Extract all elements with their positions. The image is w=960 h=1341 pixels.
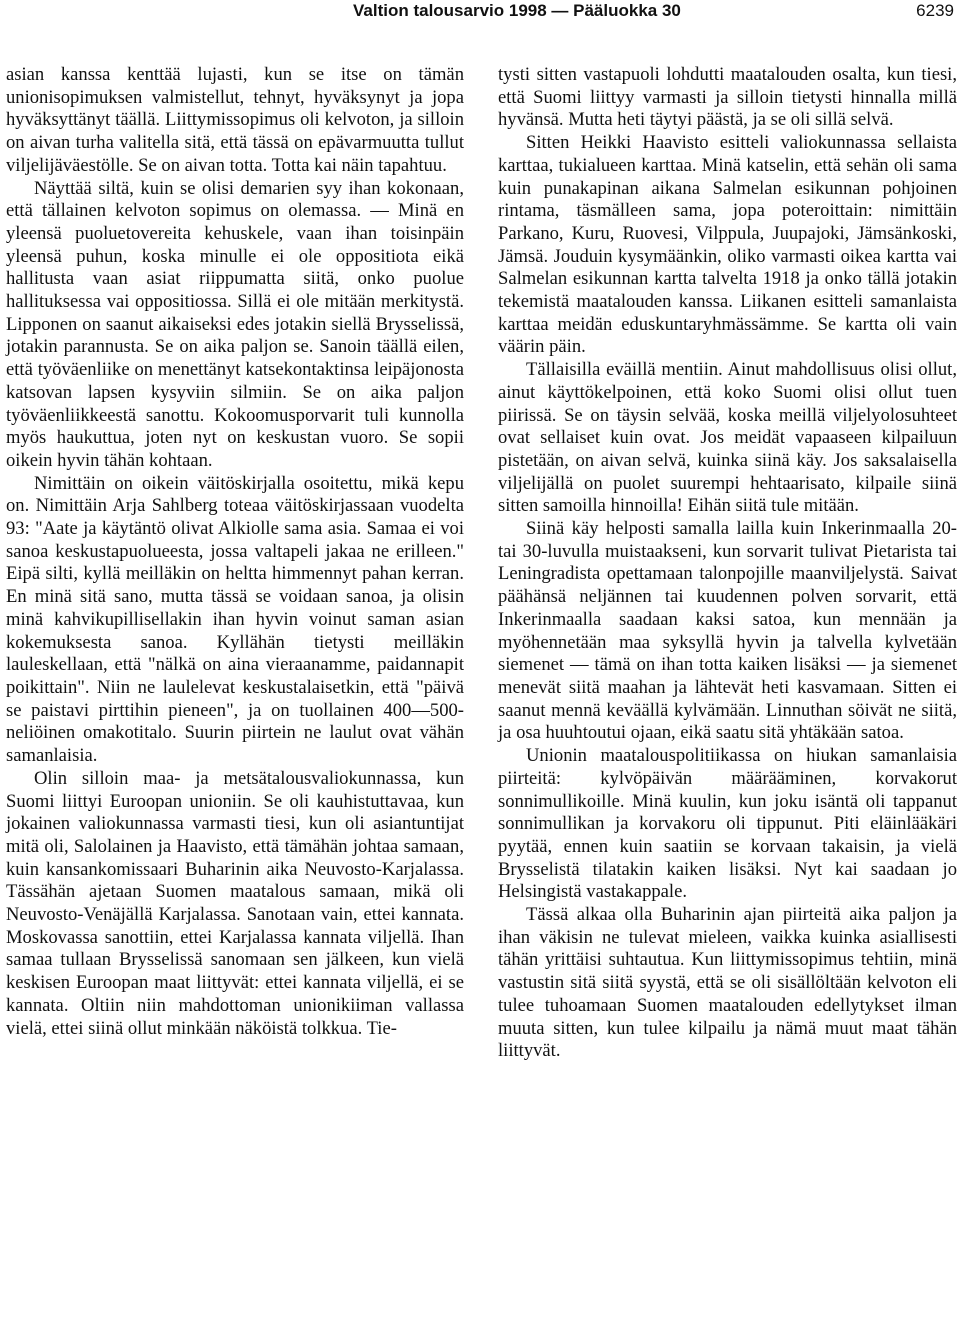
paragraph: Näyttää siltä, kuin se olisi demarien syy ihan kokonaan, että tällainen kelvoton sopimus on olemassa. — Minä en yleensä puoluetovereita kehuskele, vaan ihan toisinpäin yleensä puhun, koska minulle ei ole oppositiota eikä hallitusta vaan asiat riippumatta siitä, onko puolue hallituksessa vai oppositiossa. Sillä ei ole mitään merkitystä. Lipponen on saanut aikaiseksi edes jotakin siellä Brysselissä, jotakin parannusta. Se on aika paljon se. Sanoin täällä eilen, että työväenliike on menettänyt katsekontaktinsa leipäjonosta katsovan lapsen kysyviin silmiin. Se on aika paljon työväenliikkeestä sanottu. Kokoomusporvarit tuli kunnolla myös haukuttua, joten nyt on keskustan vuoro. Se sopii oikein hyvin tähän kohtaan. — [6, 177, 464, 471]
paragraph: Nimittäin on oikein väitöskirjalla osoitettu, mikä kepu on. Nimittäin Arja Sahlberg toteaa väitöskirjassaan vuodelta 93: "Aate ja käytäntö olivat Alkiolle sama asia. Samaa ei voi sanoa keskustapuolueesta, jossa valtapeli jakaa ne erilleen." Eipä silti, kyllä meilläkin on heltta himmennyt pahan kerran. En minä sitä sano, mutta tässä se voidaan sanoa, ja olisin minä kahvikupillisellakin ihan hyvin voinut saman asian kokemuksesta sanoa. Kyllähän tietysti meilläkin lauleskellaan, että "nälkä on aina vieraanamme, paidannapit poikittain". Niin ne laulelevat keskustalaisetkin, että "päivä se paistavi pirttihin pieneen", ja on tuollainen 400—500-neliöinen omakotitalo. Suurin piirtein ne laulut ovat vähän samanlaisia. — [6, 472, 464, 767]
paragraph: Unionin maatalouspolitiikassa on hiukan samanlaisia piirteitä: kylvöpäivän määrääminen, korvakorut sonnimullikoille. Minä kuulin, kun joku isäntä oli tappanut sonnimullikan ja korvakoru oli tippunut. Piti eläinlääkäri pyytää, ennen kuin saatiin se korvaan takaisin, ja vielä Brysselistä tilatakin kaiken lisäksi. Nyt kai saadaan jo Helsingistä vastakappale. — [498, 745, 957, 903]
running-header-title: Valtion talousarvio 1998 — Pääluokka 30 — [353, 1, 681, 20]
right-column — [498, 64, 957, 1063]
paragraph: tysti sitten vastapuoli lohdutti maatalouden osalta, kun tiesi, että Suomi liittyy varmasti ja silloin tietysti hinnalla millä hyvänsä. Mutta heti täytyi päästä, ja se oli sillä selvä. — [498, 64, 957, 131]
paragraph: asian kanssa kenttää lujasti, kun se itse on tämän unionisopimuksen valmistellut, tehnyt, hyväksynyt ja jopa hyväksyttänyt täällä. Liittymissopimus oli kelvoton, ja silloin on aivan turha valitella sitä, että tässä on epävarmuutta tullut viljelijäväestölle. Se on aivan totta. Totta kai näin tapahtuu. — [6, 64, 464, 176]
paragraph: Siinä käy helposti samalla lailla kuin Inkerinmaalla 20- tai 30-luvulla muistaakseni, kun sorvarit tulivat Pietarista tai Leningradista opettamaan talonpojille maanviljelystä. Saivat päähänsä neljännen tai kuudennen polven sorvarit, että Inkerinmaalla saadaan kaksi satoa, kun mennään ja myöhennetään maa syksyllä hyvin ja talvella kylvetään siemenet — tämä on ihan totta kaiken lisäksi — ja siemenet menevät siitä maahan ja lähtevät heti kasvamaan. Sitten ei saanut mennä keväällä kylvämään. Linnuthan söivät ne siitä, ja osa huuhtoutui ojaan, eikä saatu sitä yhtäkään satoa. — [498, 518, 957, 744]
paragraph: Sitten Heikki Haavisto esitteli valiokunnassa sellaista karttaa, tukialueen karttaa. Minä katselin, että sehän oli sama kuin punakapinan aikana Salmelan esikunnan pohjoinen rintama, täsmälleen sama, jopa poteroittain: nimittäin Parkano, Kuru, Ruovesi, Vilppula, Juupajoki, Jämsänkoski, Jämsä. Jouduin kysymäänkin, oliko varmasti oikea kartta vai Salmelan esikunnan kartta talvelta 1918 ja onko tällä jotakin tekemistä maatalouden kanssa. Liikanen esitteli samanlaista karttaa meidän eduskuntaryhmässämme. Se kartta oli vain väärin päin. — [498, 132, 957, 358]
page-number: 6239 — [916, 1, 954, 20]
paragraph: Tässä alkaa olla Buharinin ajan piirteitä aika paljon ja ihan väkisin ne tulevat mieleen, vaikka kuinka asiallisesti tähän yrittäisi suhtautua. Kun liittymissopimus tehtiin, minä vastustin sitä siitä syystä, että se oli sisällöltään kelvoton eli tulee tuhoamaan Suomen maatalouden edellytykset ilman muuta sitten, kun tulee kilpailu ja nämä muut maat tähän liittyvät. — [498, 904, 957, 1062]
paragraph: Tällaisilla eväillä mentiin. Ainut mahdollisuus olisi ollut, ainut käyttökelpoinen, että koko Suomi olisi ollut tuen piirissä. Se on täysin selvää, koska meillä viljelyolosuhteet ovat sellaiset kuin ovat. Jos meidät vapaaseen kilpailuun pistetään, on aivan selvä, kuinka siinä käy. Jos saksalaisella viljelijällä on puolet suurempi hehtaarisato, kilpaile siinä sitten samoilla hinnoilla! Eihän siitä tule mitään. — [498, 359, 957, 517]
left-column — [6, 64, 464, 1040]
page-header — [0, 0, 960, 30]
paragraph: Olin silloin maa- ja metsätalousvaliokunnassa, kun Suomi liittyi Euroopan unioniin. Se oli kauhistuttavaa, kun jokainen valiokunnassa varmasti tiesi, kun oli asiantuntijat mitä oli, Salolainen ja Haavisto, että tämähän johtaa samaan, kuin kansankomissaari Buharinin aika Neuvosto-Karjalassa. Tässähän ajetaan Suomen maatalous samaan, mikä oli Neuvosto-Venäjällä Karjalassa. Sanotaan vain, ettei kannata. Moskovassa sanottiin, ettei Karjalassa kannata viljellä. Ihan samaa tullaan Brysselissä sanomaan sen jälkeen, kun vielä keskisen Euroopan maat liittyvät: ettei kannata viljellä, ei se kannata. Oltiin niin mahdottoman unionikiiman vallassa vielä, ettei siinä ollut minkään näköistä tolkkua. Tie- — [6, 767, 464, 1039]
